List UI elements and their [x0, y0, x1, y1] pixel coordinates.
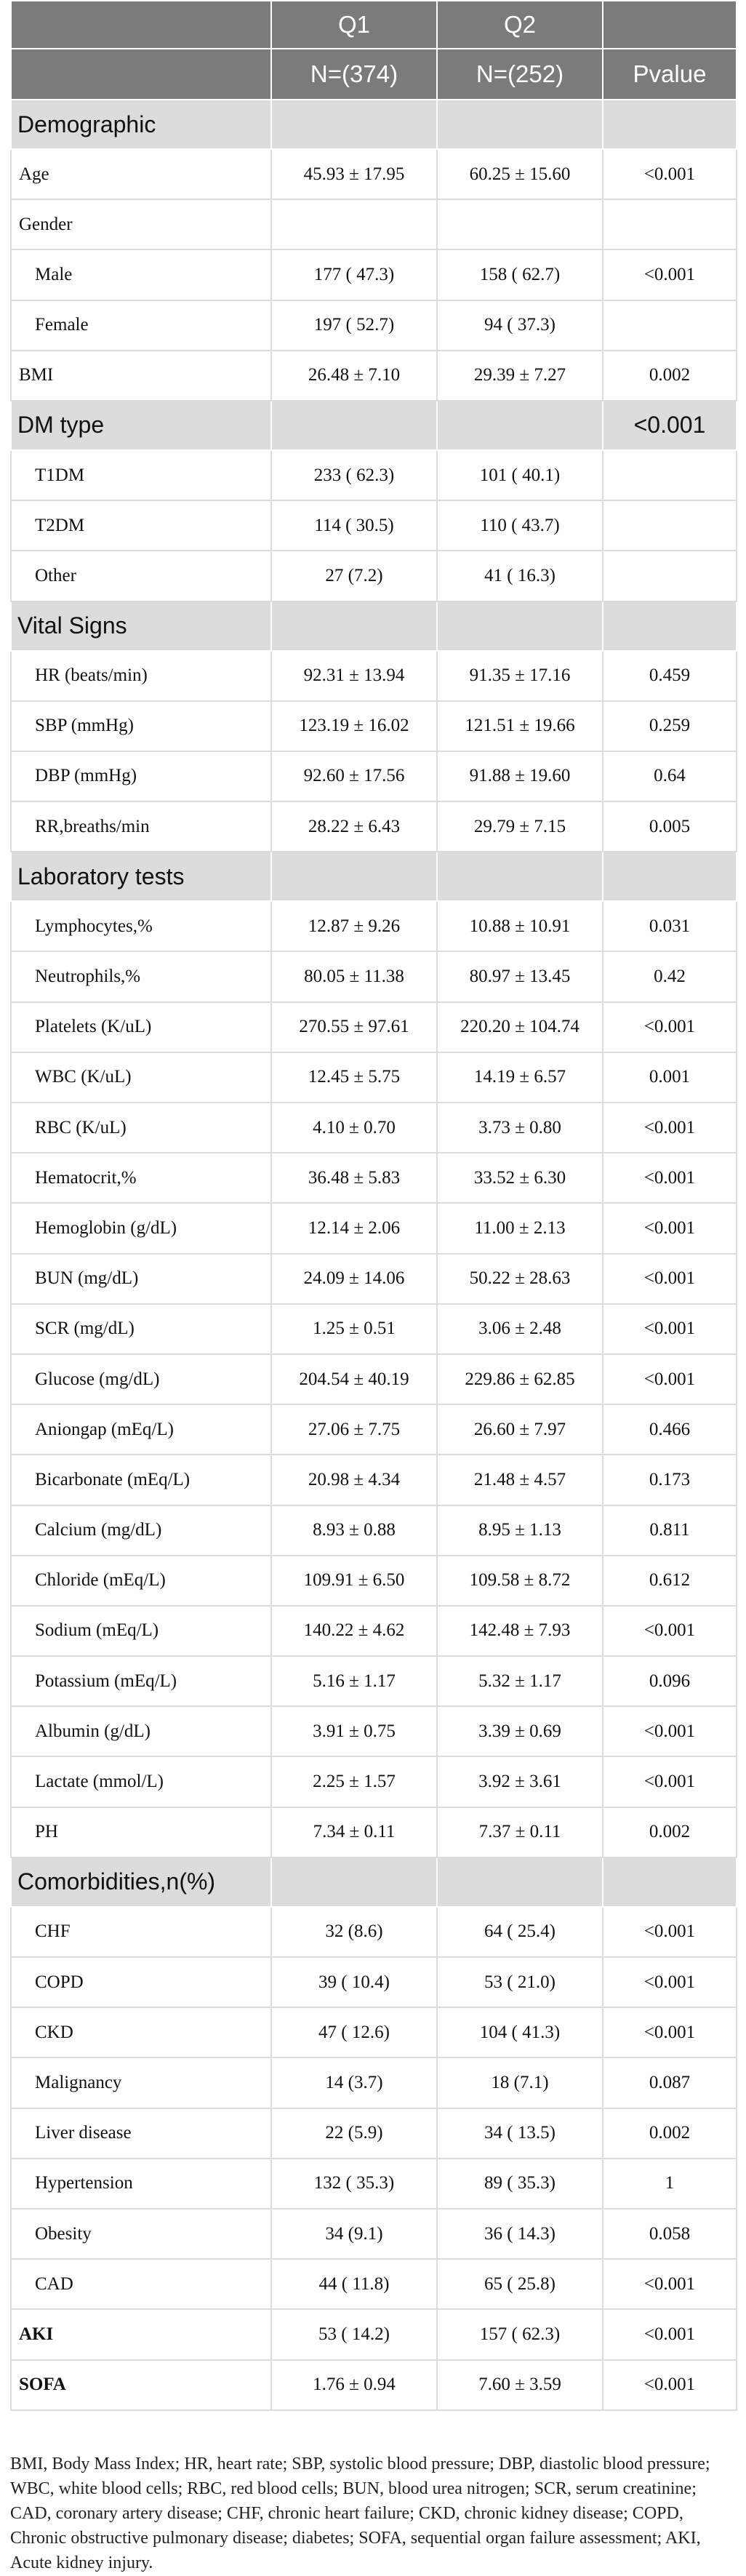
section-pvalue	[603, 852, 737, 901]
header-row-counts	[11, 49, 737, 100]
section-title: Vital Signs	[11, 601, 271, 651]
q2-value: 26.60 ± 7.97	[437, 1404, 603, 1455]
empty-cell	[271, 1857, 437, 1907]
q1-value: 47 ( 12.6)	[271, 2007, 437, 2057]
q2-value: 36 ( 14.3)	[437, 2209, 603, 2259]
row-label: CAD	[11, 2259, 271, 2309]
p-value: <0.001	[603, 2360, 737, 2410]
q2-value: 29.79 ± 7.15	[437, 801, 603, 852]
q1-value: 80.05 ± 11.38	[271, 951, 437, 1001]
table-row	[11, 1404, 737, 1455]
row-label: CHF	[11, 1907, 271, 1957]
q2-value: 60.25 ± 15.60	[437, 149, 603, 199]
p-value: <0.001	[603, 1002, 737, 1052]
row-label: Hematocrit,%	[11, 1153, 271, 1203]
table-row	[11, 2360, 737, 2410]
row-label: Other	[11, 551, 271, 601]
table-row	[11, 300, 737, 351]
empty-cell	[437, 401, 603, 450]
q1-value: 5.16 ± 1.17	[271, 1656, 437, 1706]
p-value: 0.002	[603, 351, 737, 401]
q2-value: 109.58 ± 8.72	[437, 1556, 603, 1606]
table-row	[11, 2159, 737, 2209]
q1-value: 27 (7.2)	[271, 551, 437, 601]
q2-value: 101 ( 40.1)	[437, 450, 603, 500]
p-value: 0.811	[603, 1505, 737, 1556]
empty-cell	[437, 1857, 603, 1907]
q2-value: 8.95 ± 1.13	[437, 1505, 603, 1556]
row-label: Sodium (mEq/L)	[11, 1606, 271, 1656]
section-title: Comorbidities,n(%)	[11, 1857, 271, 1907]
p-value: 0.058	[603, 2209, 737, 2259]
section-header-row	[11, 401, 737, 450]
q1-value: 14 (3.7)	[271, 2057, 437, 2108]
table-row	[11, 351, 737, 401]
p-value: 0.096	[603, 1656, 737, 1706]
table-row	[11, 1203, 737, 1253]
p-value: <0.001	[603, 149, 737, 199]
row-label: Malignancy	[11, 2057, 271, 2108]
table-row	[11, 199, 737, 249]
q1-value: 1.76 ± 0.94	[271, 2360, 437, 2410]
p-value: <0.001	[603, 1756, 737, 1807]
row-label: Bicarbonate (mEq/L)	[11, 1455, 271, 1505]
q2-value: 14.19 ± 6.57	[437, 1052, 603, 1103]
section-title: Laboratory tests	[11, 852, 271, 901]
section-title: DM type	[11, 401, 271, 450]
q2-value: 220.20 ± 104.74	[437, 1002, 603, 1052]
row-label: SBP (mmHg)	[11, 701, 271, 751]
table-row	[11, 1807, 737, 1857]
q1-value: 140.22 ± 4.62	[271, 1606, 437, 1656]
row-label: HR (beats/min)	[11, 651, 271, 701]
empty-cell	[271, 401, 437, 450]
table-footnote: BMI, Body Mass Index; HR, heart rate; SBP, systolic blood pressure; DBP, diastolic blood pressure; WBC, white blood cells; RBC, red blood cells; BUN, blood urea nitrogen; SCR, serum creatinine; CAD, coronary artery disease; CHF, chronic heart failure; CKD, chronic kidney disease; COPD, Chronic obstructive pulmonary disease; diabetes; SOFA, sequential organ failure assessment; AKI, Acute kidney injury.	[10, 2455, 710, 2572]
row-label: Albumin (g/dL)	[11, 1706, 271, 1756]
q2-value: 65 ( 25.8)	[437, 2259, 603, 2309]
p-value: <0.001	[603, 1103, 737, 1153]
q2-value: 64 ( 25.4)	[437, 1907, 603, 1957]
table-row	[11, 1907, 737, 1957]
section-header-row	[11, 100, 737, 149]
table-row	[11, 1002, 737, 1052]
q1-value: 32 (8.6)	[271, 1907, 437, 1957]
table-body	[11, 100, 737, 2410]
section-pvalue	[603, 601, 737, 651]
table-row	[11, 1706, 737, 1756]
q2-value: 94 ( 37.3)	[437, 300, 603, 351]
q2-value	[437, 199, 603, 249]
row-label: Platelets (K/uL)	[11, 1002, 271, 1052]
table-row	[11, 1455, 737, 1505]
q1-value: 123.19 ± 16.02	[271, 701, 437, 751]
header-group-q1: Q1	[271, 1, 437, 49]
row-label: COPD	[11, 1957, 271, 2007]
row-label: Hypertension	[11, 2159, 271, 2209]
row-label: Female	[11, 300, 271, 351]
p-value: <0.001	[603, 1304, 737, 1354]
p-value: 0.42	[603, 951, 737, 1001]
p-value: 0.001	[603, 1052, 737, 1103]
section-pvalue	[603, 100, 737, 149]
q2-value: 3.92 ± 3.61	[437, 1756, 603, 1807]
q2-value: 3.73 ± 0.80	[437, 1103, 603, 1153]
header-pvalue: Pvalue	[603, 49, 737, 100]
table-row	[11, 1656, 737, 1706]
row-label: AKI	[11, 2309, 271, 2359]
p-value: <0.001	[603, 249, 737, 300]
q2-value: 3.39 ± 0.69	[437, 1706, 603, 1756]
q2-value: 53 ( 21.0)	[437, 1957, 603, 2007]
q2-value: 41 ( 16.3)	[437, 551, 603, 601]
q1-value: 4.10 ± 0.70	[271, 1103, 437, 1153]
q1-value: 24.09 ± 14.06	[271, 1254, 437, 1304]
table-row	[11, 450, 737, 500]
q1-value: 28.22 ± 6.43	[271, 801, 437, 852]
row-label: Aniongap (mEq/L)	[11, 1404, 271, 1455]
p-value: 0.031	[603, 901, 737, 951]
q1-value: 132 ( 35.3)	[271, 2159, 437, 2209]
q1-value: 233 ( 62.3)	[271, 450, 437, 500]
table-row	[11, 1153, 737, 1203]
row-label: SCR (mg/dL)	[11, 1304, 271, 1354]
p-value: <0.001	[603, 1203, 737, 1253]
p-value: 0.005	[603, 801, 737, 852]
q2-value: 5.32 ± 1.17	[437, 1656, 603, 1706]
baseline-characteristics-table	[10, 0, 737, 2411]
empty-cell	[437, 601, 603, 651]
header-group-q2: Q2	[437, 1, 603, 49]
row-label: Obesity	[11, 2209, 271, 2259]
empty-cell	[437, 100, 603, 149]
q2-value: 11.00 ± 2.13	[437, 1203, 603, 1253]
q1-value: 7.34 ± 0.11	[271, 1807, 437, 1857]
q2-value: 50.22 ± 28.63	[437, 1254, 603, 1304]
table-row	[11, 2057, 737, 2108]
p-value: <0.001	[603, 2007, 737, 2057]
q2-value: 91.35 ± 17.16	[437, 651, 603, 701]
row-label: RR,breaths/min	[11, 801, 271, 852]
section-pvalue	[603, 1857, 737, 1907]
row-label: WBC (K/uL)	[11, 1052, 271, 1103]
table-row	[11, 751, 737, 801]
q1-value: 20.98 ± 4.34	[271, 1455, 437, 1505]
header-count-q1: N=(374)	[271, 49, 437, 100]
q2-value: 157 ( 62.3)	[437, 2309, 603, 2359]
section-title: Demographic	[11, 100, 271, 149]
table-row	[11, 2108, 737, 2159]
row-label: Lactate (mmol/L)	[11, 1756, 271, 1807]
row-label: SOFA	[11, 2360, 271, 2410]
empty-cell	[271, 601, 437, 651]
q1-value: 3.91 ± 0.75	[271, 1706, 437, 1756]
table-row	[11, 801, 737, 852]
p-value: 0.259	[603, 701, 737, 751]
p-value	[603, 450, 737, 500]
table-row	[11, 2259, 737, 2309]
q2-value: 89 ( 35.3)	[437, 2159, 603, 2209]
row-label: DBP (mmHg)	[11, 751, 271, 801]
empty-cell	[437, 852, 603, 901]
table-row	[11, 901, 737, 951]
header-empty-cell	[603, 1, 737, 49]
q1-value: 12.87 ± 9.26	[271, 901, 437, 951]
row-label: Liver disease	[11, 2108, 271, 2159]
table-row	[11, 951, 737, 1001]
row-label: T2DM	[11, 500, 271, 551]
q1-value: 1.25 ± 0.51	[271, 1304, 437, 1354]
q1-value: 177 ( 47.3)	[271, 249, 437, 300]
p-value: 0.466	[603, 1404, 737, 1455]
q1-value: 114 ( 30.5)	[271, 500, 437, 551]
table-row	[11, 1304, 737, 1354]
q1-value: 197 ( 52.7)	[271, 300, 437, 351]
row-label: Calcium (mg/dL)	[11, 1505, 271, 1556]
q1-value: 12.45 ± 5.75	[271, 1052, 437, 1103]
table-row	[11, 1756, 737, 1807]
row-label: Chloride (mEq/L)	[11, 1556, 271, 1606]
p-value	[603, 500, 737, 551]
p-value: 0.087	[603, 2057, 737, 2108]
q1-value: 8.93 ± 0.88	[271, 1505, 437, 1556]
q2-value: 110 ( 43.7)	[437, 500, 603, 551]
q2-value: 7.37 ± 0.11	[437, 1807, 603, 1857]
q2-value: 104 ( 41.3)	[437, 2007, 603, 2057]
table-row	[11, 551, 737, 601]
q1-value: 109.91 ± 6.50	[271, 1556, 437, 1606]
table-row	[11, 1103, 737, 1153]
table-row	[11, 1354, 737, 1404]
p-value: 0.64	[603, 751, 737, 801]
header-row-groups	[11, 1, 737, 49]
row-label: Hemoglobin (g/dL)	[11, 1203, 271, 1253]
q2-value: 29.39 ± 7.27	[437, 351, 603, 401]
table-row	[11, 2007, 737, 2057]
table-row	[11, 249, 737, 300]
q1-value	[271, 199, 437, 249]
p-value: 0.173	[603, 1455, 737, 1505]
header-empty-cell	[11, 1, 271, 49]
row-label: RBC (K/uL)	[11, 1103, 271, 1153]
table-row	[11, 701, 737, 751]
table-row	[11, 2309, 737, 2359]
q1-value: 44 ( 11.8)	[271, 2259, 437, 2309]
p-value: <0.001	[603, 2309, 737, 2359]
q2-value: 33.52 ± 6.30	[437, 1153, 603, 1203]
row-label: Lymphocytes,%	[11, 901, 271, 951]
q2-value: 3.06 ± 2.48	[437, 1304, 603, 1354]
q1-value: 53 ( 14.2)	[271, 2309, 437, 2359]
table-row	[11, 1957, 737, 2007]
row-label: T1DM	[11, 450, 271, 500]
q1-value: 36.48 ± 5.83	[271, 1153, 437, 1203]
row-label: Potassium (mEq/L)	[11, 1656, 271, 1706]
p-value: <0.001	[603, 1606, 737, 1656]
q1-value: 22 (5.9)	[271, 2108, 437, 2159]
row-label: Neutrophils,%	[11, 951, 271, 1001]
table-row	[11, 1556, 737, 1606]
p-value: 0.002	[603, 1807, 737, 1857]
table-row	[11, 651, 737, 701]
q2-value: 121.51 ± 19.66	[437, 701, 603, 751]
q1-value: 2.25 ± 1.57	[271, 1756, 437, 1807]
section-header-row	[11, 1857, 737, 1907]
q2-value: 91.88 ± 19.60	[437, 751, 603, 801]
p-value: 1	[603, 2159, 737, 2209]
row-label: PH	[11, 1807, 271, 1857]
q1-value: 34 (9.1)	[271, 2209, 437, 2259]
header-count-q2: N=(252)	[437, 49, 603, 100]
p-value: <0.001	[603, 1153, 737, 1203]
q1-value: 39 ( 10.4)	[271, 1957, 437, 2007]
q2-value: 34 ( 13.5)	[437, 2108, 603, 2159]
section-header-row	[11, 852, 737, 901]
row-label: BUN (mg/dL)	[11, 1254, 271, 1304]
table-row	[11, 500, 737, 551]
q2-value: 21.48 ± 4.57	[437, 1455, 603, 1505]
p-value: <0.001	[603, 1706, 737, 1756]
q1-value: 204.54 ± 40.19	[271, 1354, 437, 1404]
row-label: BMI	[11, 351, 271, 401]
q1-value: 92.60 ± 17.56	[271, 751, 437, 801]
table-container	[10, 0, 736, 2411]
q1-value: 12.14 ± 2.06	[271, 1203, 437, 1253]
row-label: Age	[11, 149, 271, 199]
table-row	[11, 1254, 737, 1304]
empty-cell	[271, 852, 437, 901]
q2-value: 158 ( 62.7)	[437, 249, 603, 300]
table-row	[11, 1606, 737, 1656]
q2-value: 80.97 ± 13.45	[437, 951, 603, 1001]
p-value	[603, 551, 737, 601]
q1-value: 26.48 ± 7.10	[271, 351, 437, 401]
row-label: Glucose (mg/dL)	[11, 1354, 271, 1404]
q1-value: 45.93 ± 17.95	[271, 149, 437, 199]
p-value: 0.002	[603, 2108, 737, 2159]
p-value: <0.001	[603, 1354, 737, 1404]
q1-value: 92.31 ± 13.94	[271, 651, 437, 701]
section-pvalue: <0.001	[603, 401, 737, 450]
row-label: CKD	[11, 2007, 271, 2057]
p-value: 0.612	[603, 1556, 737, 1606]
empty-cell	[271, 100, 437, 149]
q2-value: 7.60 ± 3.59	[437, 2360, 603, 2410]
q1-value: 270.55 ± 97.61	[271, 1002, 437, 1052]
p-value: <0.001	[603, 2259, 737, 2309]
table-row	[11, 1505, 737, 1556]
p-value	[603, 199, 737, 249]
q2-value: 10.88 ± 10.91	[437, 901, 603, 951]
p-value: 0.459	[603, 651, 737, 701]
p-value: <0.001	[603, 1957, 737, 2007]
row-label: Male	[11, 249, 271, 300]
q2-value: 18 (7.1)	[437, 2057, 603, 2108]
table-row	[11, 2209, 737, 2259]
header-empty-cell	[11, 49, 271, 100]
p-value: <0.001	[603, 1907, 737, 1957]
p-value	[603, 300, 737, 351]
section-header-row	[11, 601, 737, 651]
q2-value: 229.86 ± 62.85	[437, 1354, 603, 1404]
table-row	[11, 149, 737, 199]
row-label: Gender	[11, 199, 271, 249]
table-row	[11, 1052, 737, 1103]
q1-value: 27.06 ± 7.75	[271, 1404, 437, 1455]
p-value: <0.001	[603, 1254, 737, 1304]
q2-value: 142.48 ± 7.93	[437, 1606, 603, 1656]
